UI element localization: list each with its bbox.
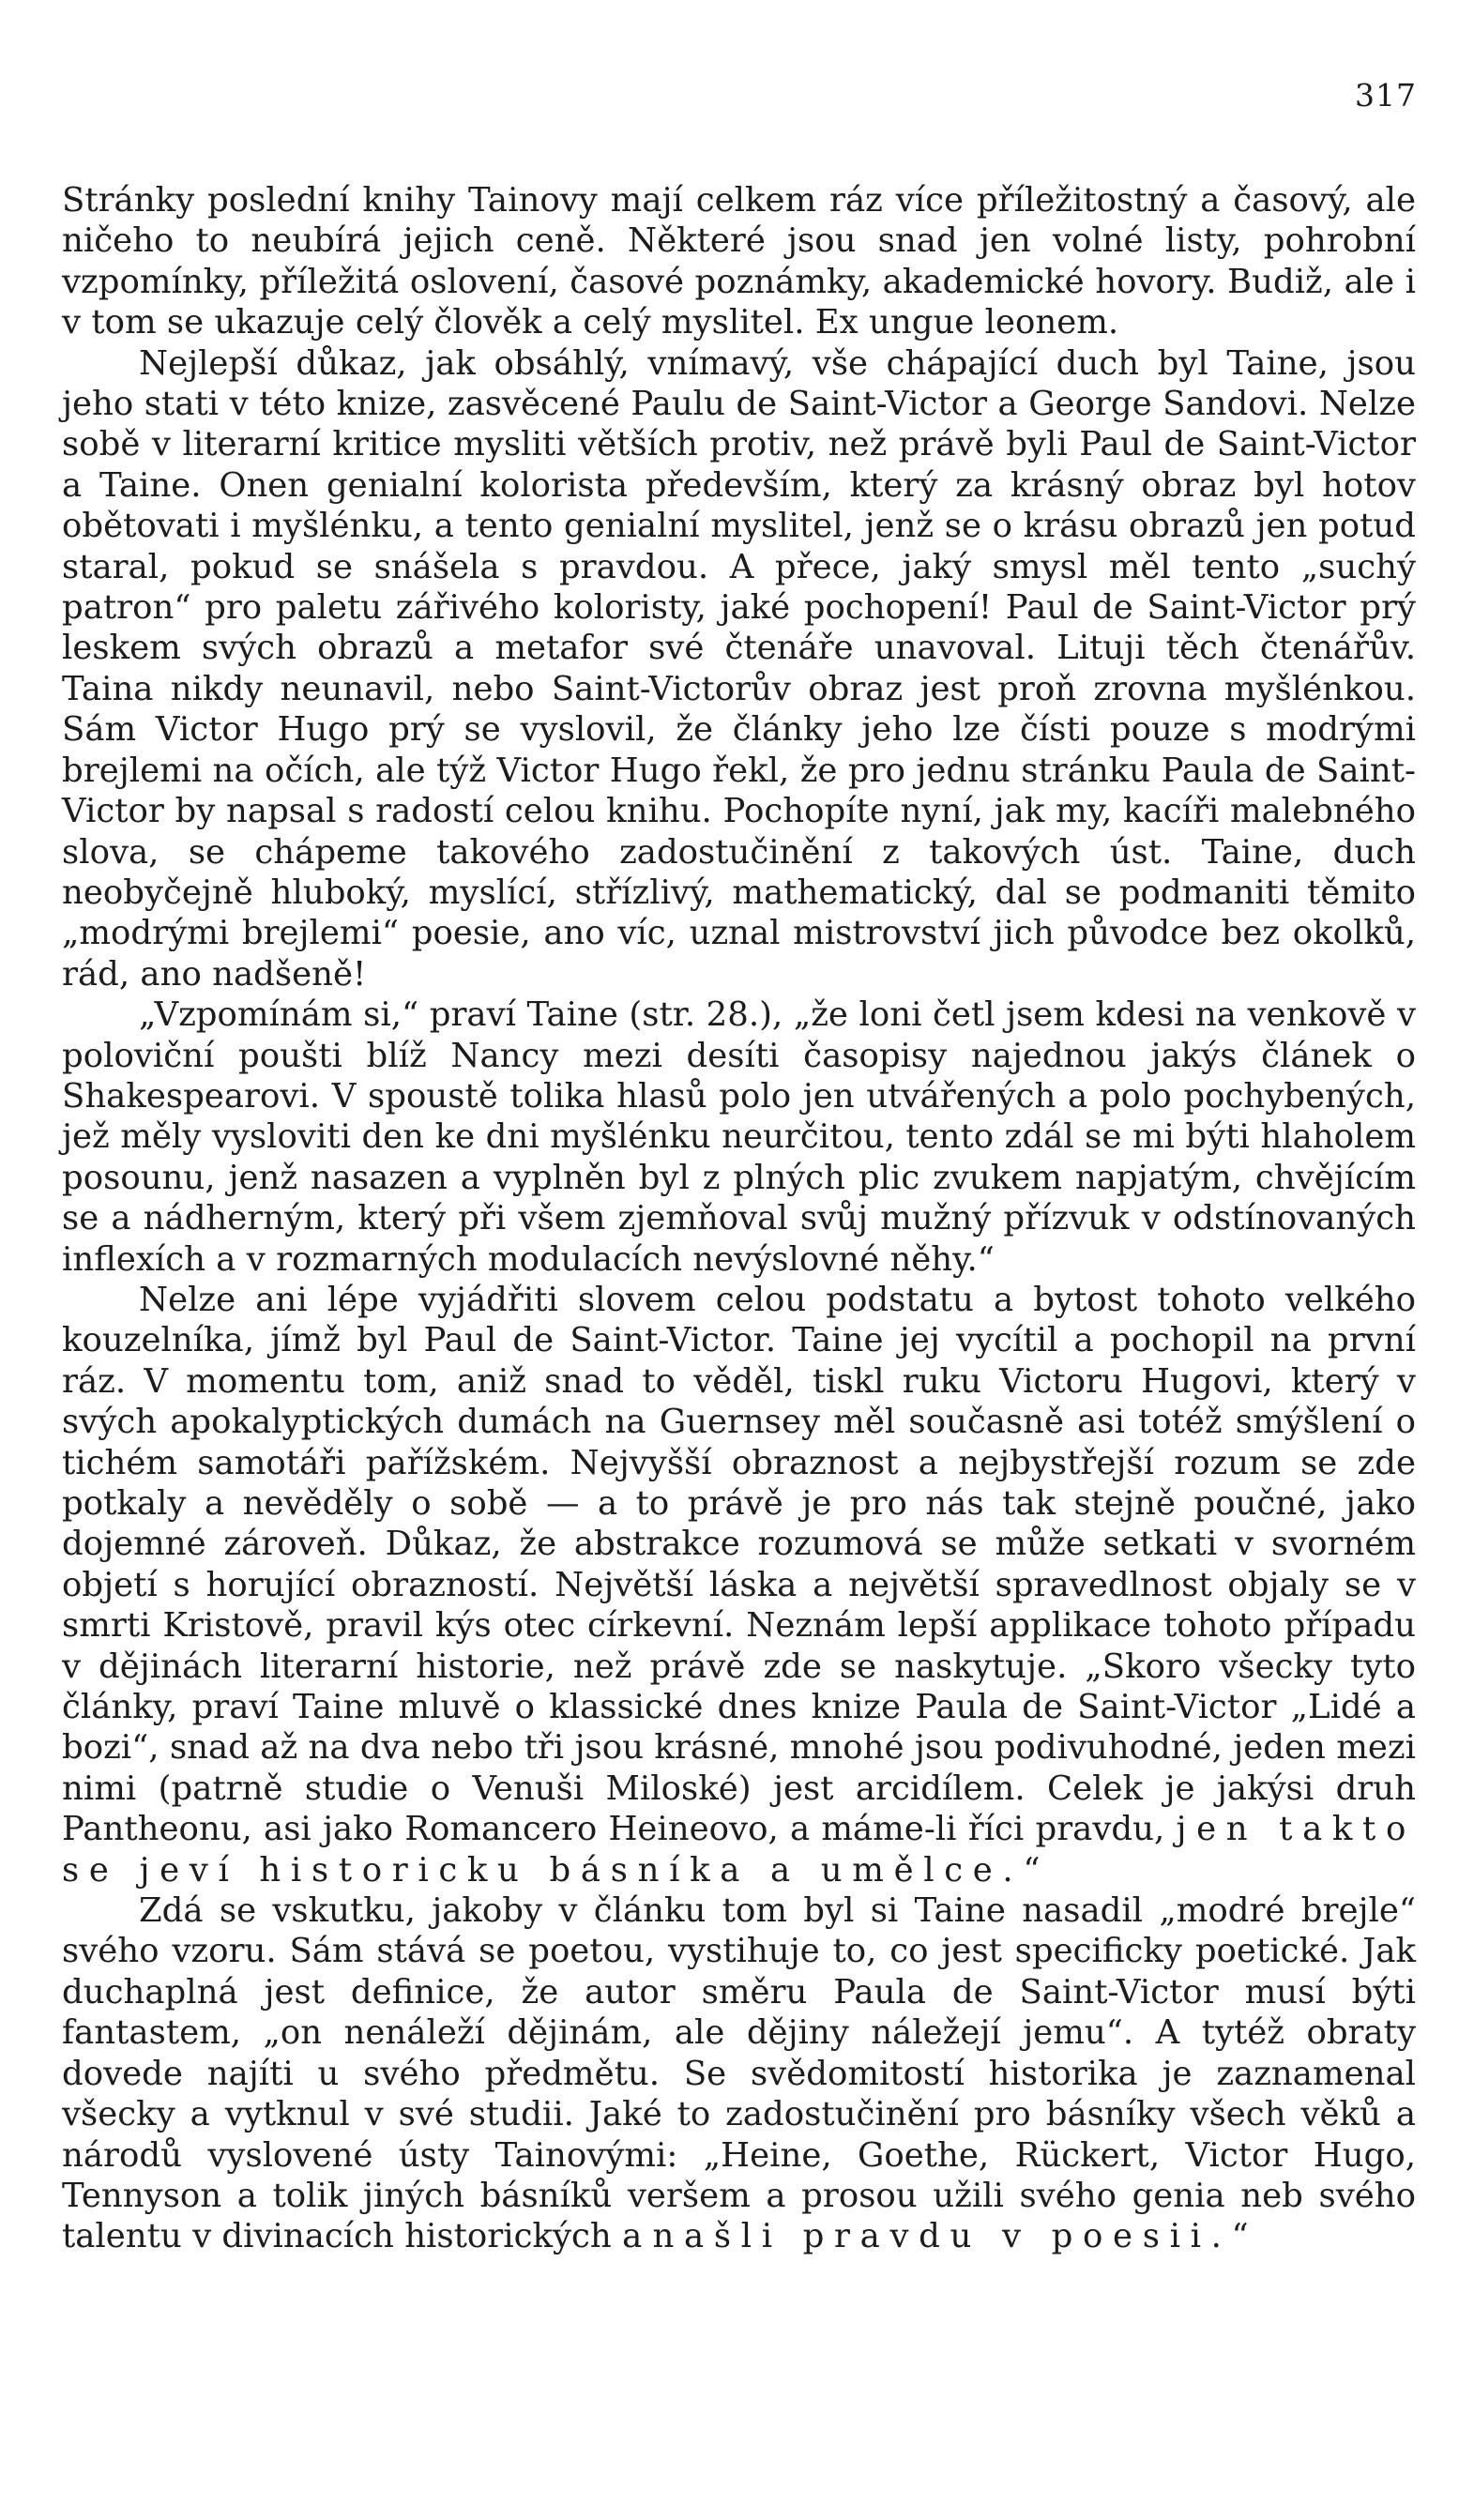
body-text: [62, 180, 1416, 2257]
page-number: 317: [1355, 77, 1417, 114]
paragraph-text: Zdá se vskutku, jakoby v článku tom byl si Taine nasadil „modré brejle“ svého vzoru. Sám stává se poetou, vystihuje to, co jest specificky poetické. Jak duchaplná jest definice, že autor směru Paula de Saint-Victor musí býti fantastem, „on nenáleží dějinám, ale dějiny náležejí jemu“. A tytéž obraty dovede najíti u svého předmětu. Se svědomitostí historika je zaznamenal všecky a vytknul v své studii. Jaké to zadostučinění pro básníky všech věků a národů vyslovené ústy Tainovými: „Heine, Goethe, Rückert, Victor Hugo, Tennyson a tolik jiných básníků veršem a prosou užili svého genia neb svého talentu v divinacích historických a: [62, 1891, 1416, 2256]
closing-quote: “: [1231, 2217, 1249, 2256]
paragraph: [62, 343, 1416, 995]
paragraph: [62, 180, 1416, 343]
quote-text: „Vzpomínám si,“ praví Taine (str. 28.), „že loni četl jsem kdesi na venkově v poloviční poušti blíž Nancy mezi desíti časopisy najednou jakýs článek o Shakespearovi. V spoustě tolika hlasů polo jen utvářených a polo pochybených, jež měly vysloviti den ke dni myšlénku neurčitou, tento zdál se mi býti hlaholem posounu, jenž nasazen a vyplněn byl z plných plic zvukem napjatým, chvějícím se a nádherným, který při všem zjemňoval svůj mužný přízvuk v odstínovaných inflexích a v rozmarných modulacích nevýslovné něhy.“: [62, 995, 1416, 1279]
closing-quote: “: [1023, 1850, 1041, 1890]
paragraph-text: Stránky poslední knihy Tainovy mají celkem ráz více příležitostný a časový, ale ničeho to neubírá jejich ceně. Některé jsou snad jen volné listy, pohrobní vzpomínky, příležitá oslovení, časové poznámky, akademické hovory. Budiž, ale i v tom se ukazuje celý člověk a celý myslitel. Ex ungue leonem.: [62, 181, 1416, 342]
spaced-emphasis: našli pravdu v poesii.: [652, 2217, 1232, 2256]
paragraph: [62, 1890, 1416, 2257]
paragraph: [62, 1280, 1416, 1890]
spaced-emphasis: jen takto se jeví historicku básníka a umělce.: [62, 1810, 1416, 1890]
paragraph-text: Nejlepší důkaz, jak obsáhlý, vnímavý, vše chápající duch byl Taine, jsou jeho stati v této knize, zasvěcené Paulu de Saint-Victor a George Sandovi. Nelze sobě v literarní kritice mysliti větších protiv, než právě byli Paul de Saint-Victor a Taine. Onen genialní kolorista především, který za krásný obraz byl hotov obětovati i myšlénku, a tento genialní myslitel, jenž se o krásu obrazů jen potud staral, pokud se snášela s pravdou. A přece, jaký smysl měl tento „suchý patron“ pro paletu zářivého koloristy, jaké pochopení! Paul de Saint-Victor prý leskem svých obrazů a metafor své čtenáře unavoval. Lituji těch čtenářův. Taina nikdy neunavil, nebo Saint-Victorův obraz jest proň zrovna myšlénkou. Sám Victor Hugo prý se vyslovil, že články jeho lze čísti pouze s modrými brejlemi na očích, ale týž Victor Hugo řekl, že pro jednu stránku Paula de Saint-Victor by napsal s radostí celou knihu. Pochopíte nyní, jak my, kacíři malebného slova, se chápeme takového zadostučinění z takových úst. Taine, duch neobyčejně hluboký, myslící, střízlivý, mathematický, dal se podmaniti těmito „modrými brejlemi“ poesie, ano víc, uznal mistrovství jich původce bez okolků, rád, ano nadšeně!: [62, 343, 1416, 994]
paragraph: [62, 994, 1416, 1280]
paragraph-text: Nelze ani lépe vyjádřiti slovem celou podstatu a bytost tohoto velkého kouzelníka, jímž byl Paul de Saint-Victor. Taine jej vycítil a pochopil na první ráz. V momentu tom, aniž snad to věděl, tiskl ruku Victoru Hugovi, který v svých apokalyptických dumách na Guernsey měl současně asi totéž smýšlení o tichém samotáři pařížském. Nejvyšší obraznost a nejbystřejší rozum se zde potkaly a nevěděly o sobě — a to právě je pro nás tak stejně poučné, jako dojemné zároveň. Důkaz, že abstrakce rozumová se může setkati v svorném objetí s horující obrazností. Největší láska a největší spravedlnost objaly se v smrti Kristově, pravil kýs otec církevní. Neznám lepší applikace tohoto případu v dějinách literarní historie, než právě zde se naskytuje. „Skoro všecky tyto články, praví Taine mluvě o klassické dnes knize Paula de Saint-Victor „Lidé a bozi“, snad až na dva nebo tři jsou krásné, mnohé jsou podivuhodné, jeden mezi nimi (patrně studie o Venuši Miloské) jest arcidílem. Celek je jakýsi druh Pantheonu, asi jako Romancero Heineovo, a máme-li říci pravdu,: [62, 1280, 1416, 1849]
